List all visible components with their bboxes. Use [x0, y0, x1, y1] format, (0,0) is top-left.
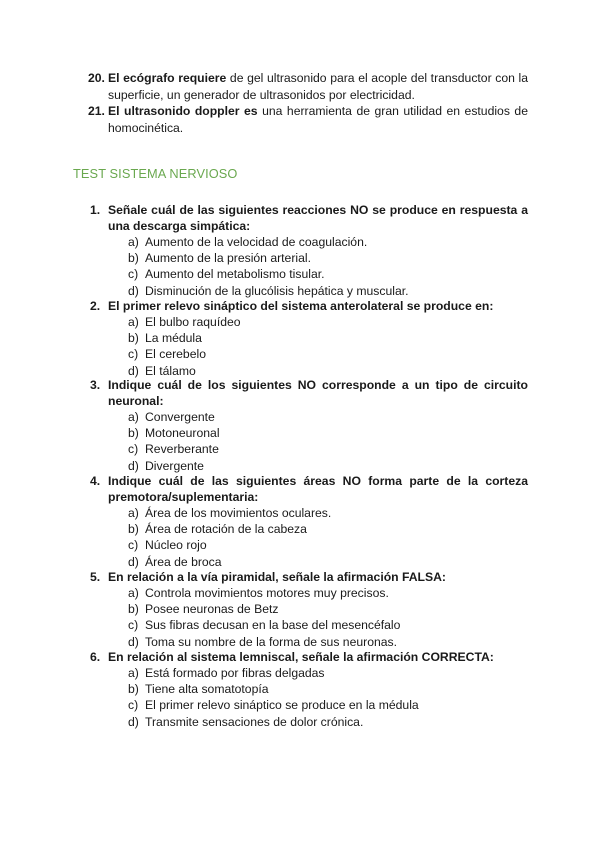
- option-b: b) Aumento de la presión arterial.: [128, 251, 311, 266]
- question-text: En relación al sistema lemniscal, señale la afirmación CORRECTA:: [108, 650, 494, 664]
- question-6-options: [128, 665, 419, 730]
- option-d: d) Divergente: [128, 458, 204, 473]
- previous-item-20: [88, 70, 528, 103]
- question-1: [90, 202, 528, 234]
- question-3: [90, 377, 528, 409]
- option-c: c) Reverberante: [128, 442, 219, 457]
- item-bold-text: El ultrasonido doppler es: [108, 104, 258, 118]
- option-c: c) El primer relevo sináptico se produce en la médula: [128, 698, 419, 713]
- option-b: b) La médula: [128, 331, 202, 346]
- question-text: Señale cuál de las siguientes reacciones NO se produce en respuesta a una descarga simpática:: [108, 203, 528, 234]
- option-b: b) Posee neuronas de Betz: [128, 602, 279, 617]
- question-4: [90, 473, 528, 505]
- question-2: [90, 298, 528, 314]
- item-number: 20.: [88, 71, 105, 85]
- option-c: c) Núcleo rojo: [128, 538, 207, 553]
- question-5-options: [128, 585, 400, 650]
- item-number: 21.: [88, 104, 105, 118]
- option-d: d) Toma su nombre de la forma de sus neuronas.: [128, 634, 398, 649]
- option-d: d) El tálamo: [128, 363, 196, 378]
- option-a: a) Aumento de la velocidad de coagulación.: [128, 235, 368, 249]
- section-title: TEST SISTEMA NERVIOSO: [73, 166, 238, 181]
- question-text: El primer relevo sináptico del sistema anterolateral se produce en:: [108, 299, 494, 313]
- option-d: d) Área de broca: [128, 554, 222, 569]
- option-a: a) Convergente: [128, 410, 215, 424]
- previous-item-21: [88, 103, 528, 136]
- question-number: 5.: [90, 570, 101, 584]
- question-1-options: [128, 234, 409, 299]
- question-number: 6.: [90, 650, 101, 664]
- question-number: 4.: [90, 474, 101, 488]
- option-c: c) Sus fibras decusan en la base del mesencéfalo: [128, 618, 401, 633]
- question-number: 1.: [90, 203, 101, 217]
- question-4-options: [128, 505, 331, 570]
- question-2-options: [128, 314, 241, 379]
- question-6: [90, 649, 528, 665]
- option-d: d) Transmite sensaciones de dolor crónica.: [128, 714, 364, 729]
- option-b: b) Motoneuronal: [128, 426, 220, 441]
- option-b: b) Tiene alta somatotopía: [128, 682, 269, 697]
- question-5: [90, 569, 528, 585]
- option-a: a) Área de los movimientos oculares.: [128, 506, 332, 520]
- option-a: a) El bulbo raquídeo: [128, 315, 241, 329]
- option-c: c) El cerebelo: [128, 347, 206, 362]
- option-a: a) Está formado por fibras delgadas: [128, 666, 325, 680]
- item-text: una herramienta de gran utilidad en estudios de homocinética.: [108, 104, 528, 135]
- option-b: b) Área de rotación de la cabeza: [128, 522, 307, 537]
- option-d: d) Disminución de la glucólisis hepática y muscular.: [128, 283, 409, 298]
- question-text: Indique cuál de las siguientes áreas NO forma parte de la corteza premotora/suplementaria:: [108, 474, 528, 505]
- option-c: c) Aumento del metabolismo tisular.: [128, 267, 325, 282]
- question-number: 2.: [90, 299, 101, 313]
- question-number: 3.: [90, 378, 101, 392]
- question-text: Indique cuál de los siguientes NO corresponde a un tipo de circuito neuronal:: [108, 378, 528, 409]
- option-a: a) Controla movimientos motores muy precisos.: [128, 586, 389, 600]
- item-text: de gel ultrasonido para el acople del transductor con la superficie, un generador de ultrasonidos por electricidad.: [108, 71, 529, 102]
- item-bold-text: El ecógrafo requiere: [108, 71, 227, 85]
- question-3-options: [128, 409, 220, 474]
- question-text: En relación a la vía piramidal, señale la afirmación FALSA:: [108, 570, 446, 584]
